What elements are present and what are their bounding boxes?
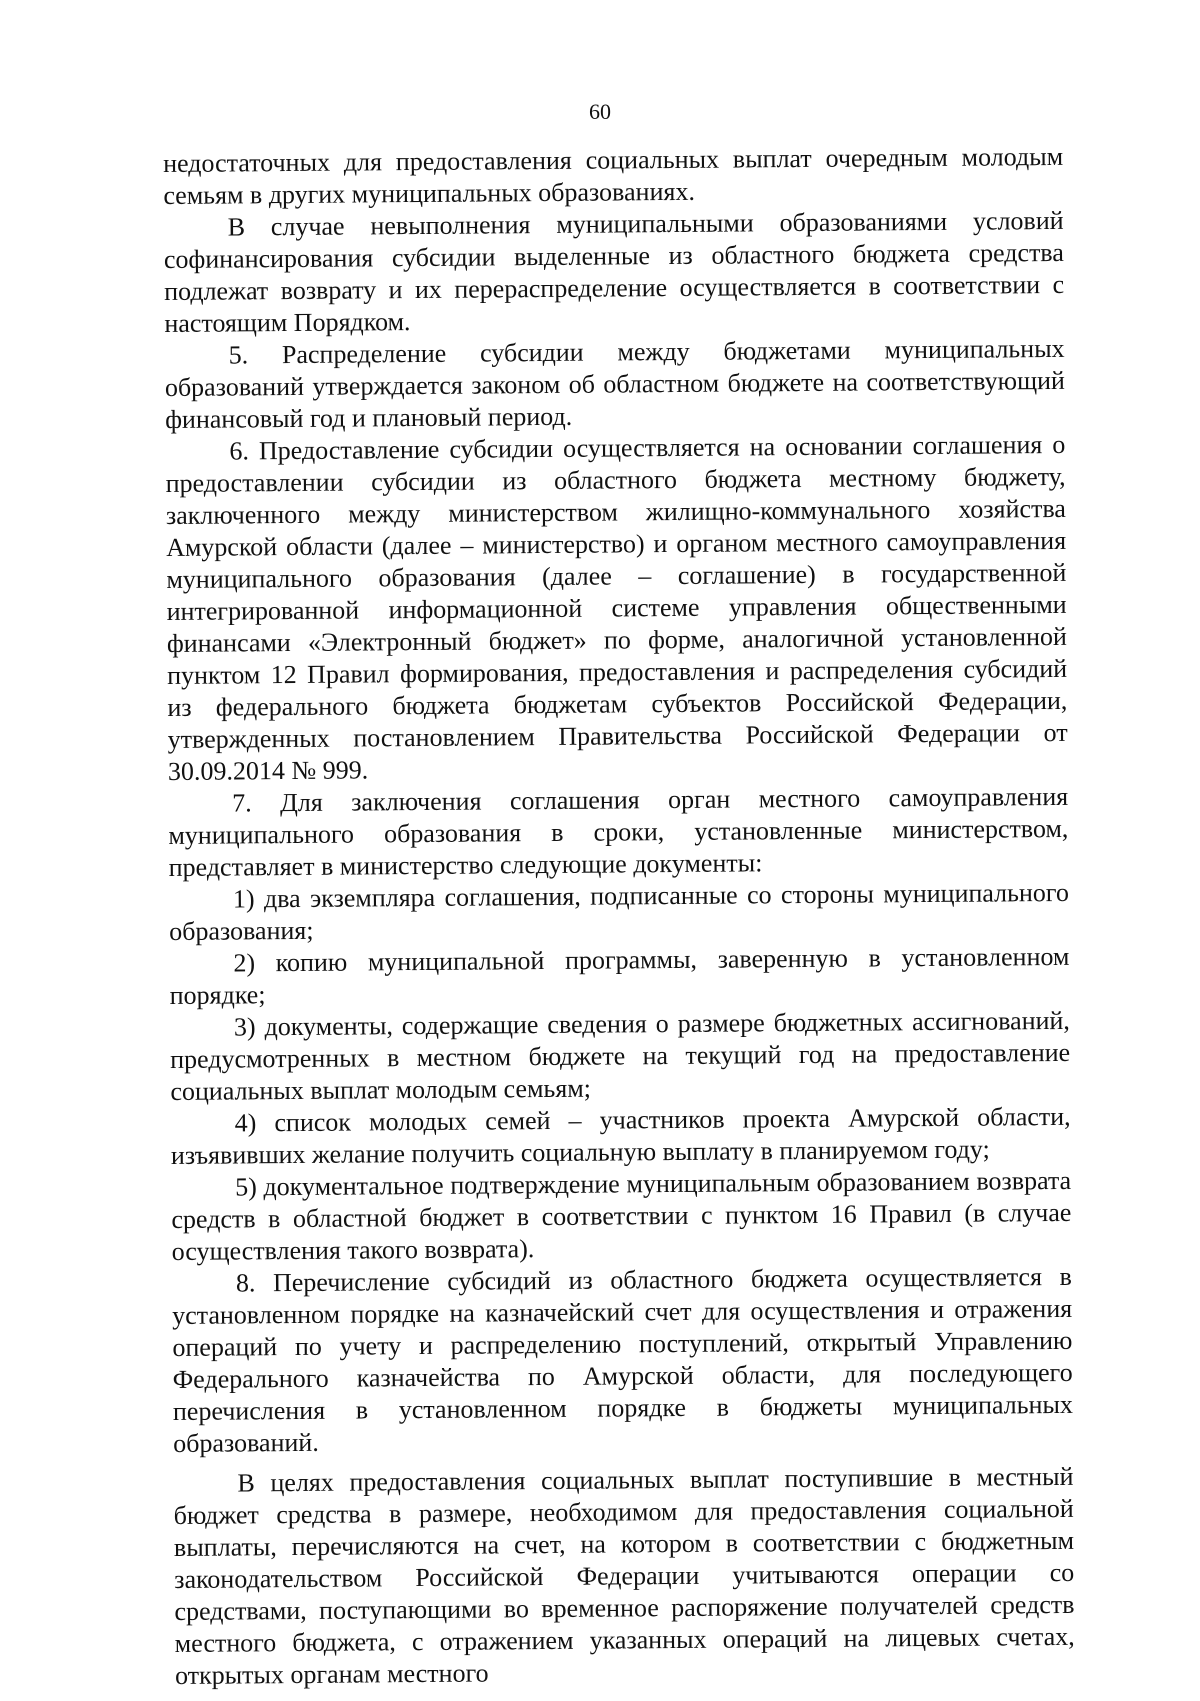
list-item-5: 5) документальное подтверждение муниципальным образованием возврата средств в областной бюджет в соответствии с пунктом 16 Правил (в случае осуществления такого возврата). <box>171 1165 1072 1266</box>
list-item-1: 1) два экземпляра соглашения, подписанные со стороны муниципального образования; <box>169 877 1069 946</box>
paragraph-social-payments: В целях предоставления социальных выплат поступившие в местный бюджет средства в размере, необходимом для предоставления социальной выплаты, перечисляются на счет, на котором в соответствии с бюджетным законодательством Российской Федерации учитываются операции со средствами, поступающими во временное распоряжение получателей средств местного бюджета, с отражением указанных операций на лицевых счетах, открытых органам местного <box>173 1461 1075 1690</box>
list-item-3: 3) документы, содержащие сведения о размере бюджетных ассигнований, предусмотренных в местном бюджете на текущий год на предоставление социальных выплат молодым семьям; <box>170 1005 1071 1106</box>
list-item-4: 4) список молодых семей – участников проекта Амурской области, изъявивших желание получить социальную выплату в планируемом году; <box>170 1101 1071 1170</box>
paragraph-cofinancing-failure: В случае невыполнения муниципальными образованиями условий софинансирования субсидии выделенные из областного бюджета средства подлежат возврату и их перераспределение осуществляется в соответствии с настоящим Порядком. <box>163 205 1065 338</box>
paragraph-item-8: 8. Перечисление субсидий из областного бюджета осуществляется в установленном порядке на казначейский счет для осуществления и отражения операций по учету и распределению поступлений, открытый Управлению Федерального казначейства по Амурской области, для последующего перечисления в установленном порядке в бюджеты муниципальных образований. <box>172 1261 1074 1458</box>
document-body <box>163 141 1075 1692</box>
list-item-2: 2) копию муниципальной программы, заверенную в установленном порядке; <box>169 941 1070 1010</box>
page-number: 60 <box>589 99 611 124</box>
paragraph-item-6: 6. Предоставление субсидии осуществляется на основании соглашения о предоставлении субсидии из областного бюджета местному бюджету, заключенного между министерством жилищно-коммунального хозяйства Амурской области (далее – министерство) и органом местного самоуправления муниципального образования (далее – соглашение) в государственной интегрированной информационной системе управления общественными финансами «Электронный бюджет» по форме, аналогичной установленной пунктом 12 Правил формирования, предоставления и распределения субсидий из федерального бюджета бюджетам субъектов Российской Федерации, утвержденных постановлением Правительства Российской Федерации от 30.09.2014 № 999. <box>165 429 1068 786</box>
paragraph-continuation: недостаточных для предоставления социальных выплат очередным молодым семьям в других муниципальных образованиях. <box>163 141 1064 210</box>
paragraph-item-7: 7. Для заключения соглашения орган местного самоуправления муниципального образования в сроки, установленные министерством, представляет в министерство следующие документы: <box>168 781 1069 882</box>
paragraph-item-5: 5. Распределение субсидии между бюджетами муниципальных образований утверждается законом об областном бюджете на соответствующий финансовый год и плановый период. <box>164 333 1065 434</box>
